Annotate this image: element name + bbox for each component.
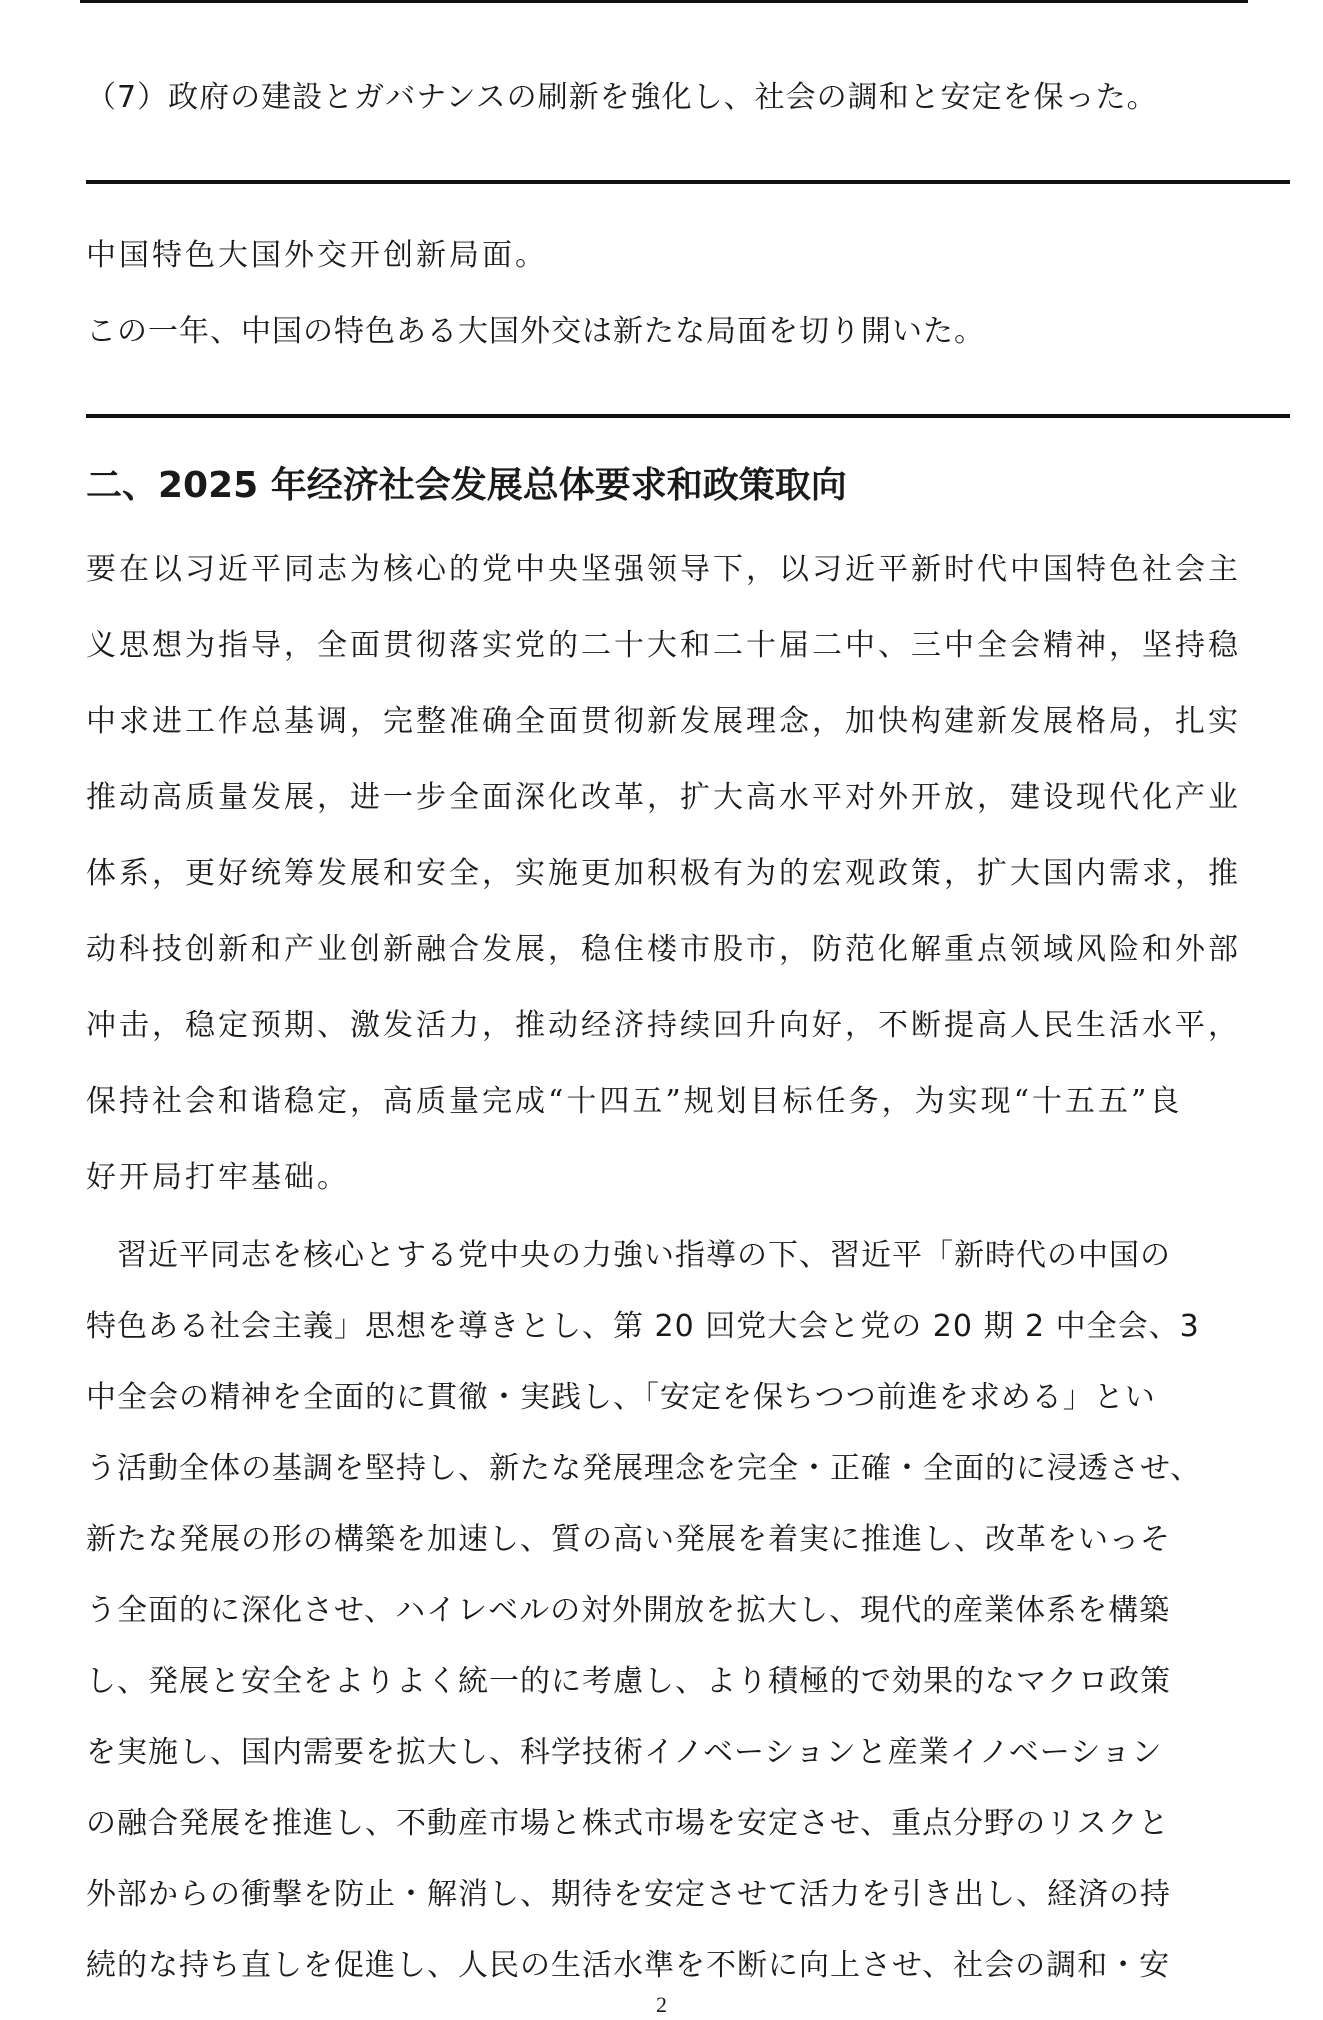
diplomacy-japanese: この一年、中国の特色ある大国外交は新たな局面を切り開いた。 (86, 314, 985, 349)
cn-line: 保持社会和谐稳定，高质量完成“十四五”规划目标任务，为实现“十五五”良 (86, 1084, 1183, 1119)
section-7-line: （7）政府の建設とガバナンスの刷新を強化し、社会の調和と安定を保った。 (86, 80, 1158, 115)
cn-line: 冲击，稳定预期、激发活力，推动经济持续回升向好，不断提高人民生活水平， (86, 1008, 1241, 1043)
cn-line: 推动高质量发展，进一步全面深化改革，扩大高水平对外开放，建设现代化产业 (86, 780, 1241, 815)
page-number: 2 (656, 1992, 667, 2017)
cn-line: 要在以习近平同志为核心的党中央坚强领导下，以习近平新时代中国特色社会主 (86, 552, 1241, 587)
diplomacy-chinese: 中国特色大国外交开创新局面。 (86, 238, 548, 273)
section-2-heading: 二、2025 年经济社会发展总体要求和政策取向 (86, 465, 847, 506)
jp-line: 続的な持ち直しを促進し、人民の生活水準を不断に向上させ、社会の調和・安 (86, 1948, 1171, 1983)
divider-1 (86, 180, 1290, 184)
cn-line: 体系，更好统筹发展和安全，实施更加积极有为的宏观政策，扩大国内需求，推 (86, 856, 1241, 891)
jp-line: し、発展と安全をよりよく統一的に考慮し、より積極的で効果的なマクロ政策 (86, 1664, 1171, 1699)
top-divider (80, 0, 1248, 3)
jp-line: 新たな発展の形の構築を加速し、質の高い発展を着実に推進し、改革をいっそ (86, 1522, 1171, 1557)
jp-line: の融合発展を推進し、不動産市場と株式市場を安定させ、重点分野のリスクと (86, 1806, 1170, 1841)
jp-line: う活動全体の基調を堅持し、新たな発展理念を完全・正確・全面的に浸透させ、 (86, 1451, 1202, 1486)
jp-line: 外部からの衝撃を防止・解消し、期待を安定させて活力を引き出し、経済の持 (86, 1877, 1171, 1912)
cn-line: 中求进工作总基调，完整准确全面贯彻新发展理念，加快构建新发展格局，扎实 (86, 704, 1241, 739)
jp-line: う全面的に深化させ、ハイレベルの対外開放を拡大し、現代的産業体系を構築 (86, 1593, 1171, 1628)
jp-line: 習近平同志を核心とする党中央の力強い指導の下、習近平「新時代の中国の (86, 1238, 1171, 1273)
cn-line: 动科技创新和产业创新融合发展，稳住楼市股市，防范化解重点领域风险和外部 (86, 932, 1241, 967)
cn-line: 好开局打牢基础。 (86, 1160, 350, 1195)
jp-line: を実施し、国内需要を拡大し、科学技術イノベーションと産業イノベーション (86, 1735, 1163, 1770)
cn-line: 义思想为指导，全面贯彻落实党的二十大和二十届二中、三中全会精神，坚持稳 (86, 628, 1241, 663)
jp-line: 特色ある社会主義」思想を導きとし、第 20 回党大会と党の 20 期 2 中全会、3 (86, 1309, 1200, 1344)
divider-2 (86, 414, 1290, 418)
jp-line: 中全会の精神を全面的に貫徹・実践し、「安定を保ちつつ前進を求める」とい (86, 1380, 1156, 1415)
